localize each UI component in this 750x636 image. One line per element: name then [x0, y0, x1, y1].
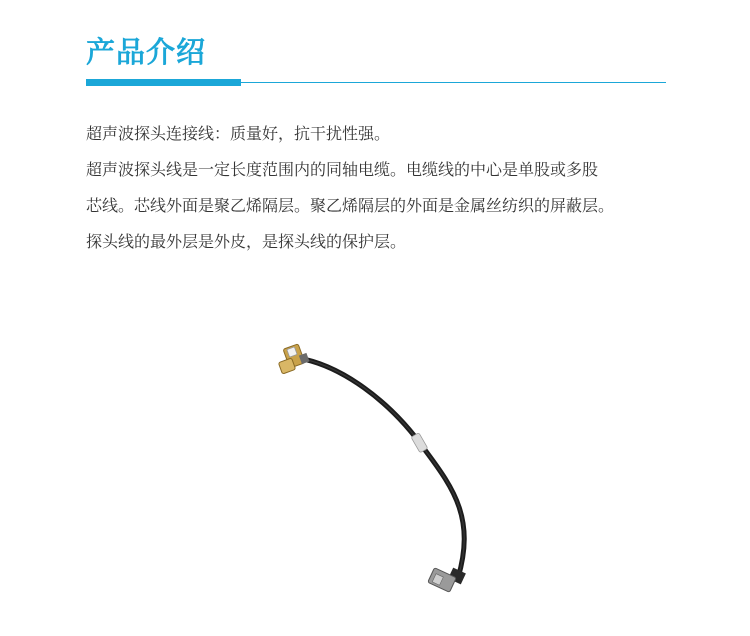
cable — [298, 358, 464, 578]
title-accent-bar — [86, 79, 241, 86]
description-line-3: 芯线。芯线外面是聚乙烯隔层。聚乙烯隔层的外面是金属丝纺织的屏蔽层。 — [86, 196, 615, 215]
product-image — [270, 330, 500, 600]
bottom-connector — [428, 568, 466, 593]
cable-label — [411, 433, 428, 453]
product-description — [86, 119, 686, 257]
top-connector — [278, 344, 309, 374]
description-line-2: 超声波探头线是一定长度范围内的同轴电缆。电缆线的中心是单股或多股 — [86, 160, 599, 179]
description-line-4: 探头线的最外层是外皮，是探头线的保护层。 — [86, 232, 407, 251]
description-line-1: 超声波探头连接线：质量好，抗干扰性强。 — [86, 124, 391, 143]
page-title: 产品介绍 — [86, 35, 207, 69]
